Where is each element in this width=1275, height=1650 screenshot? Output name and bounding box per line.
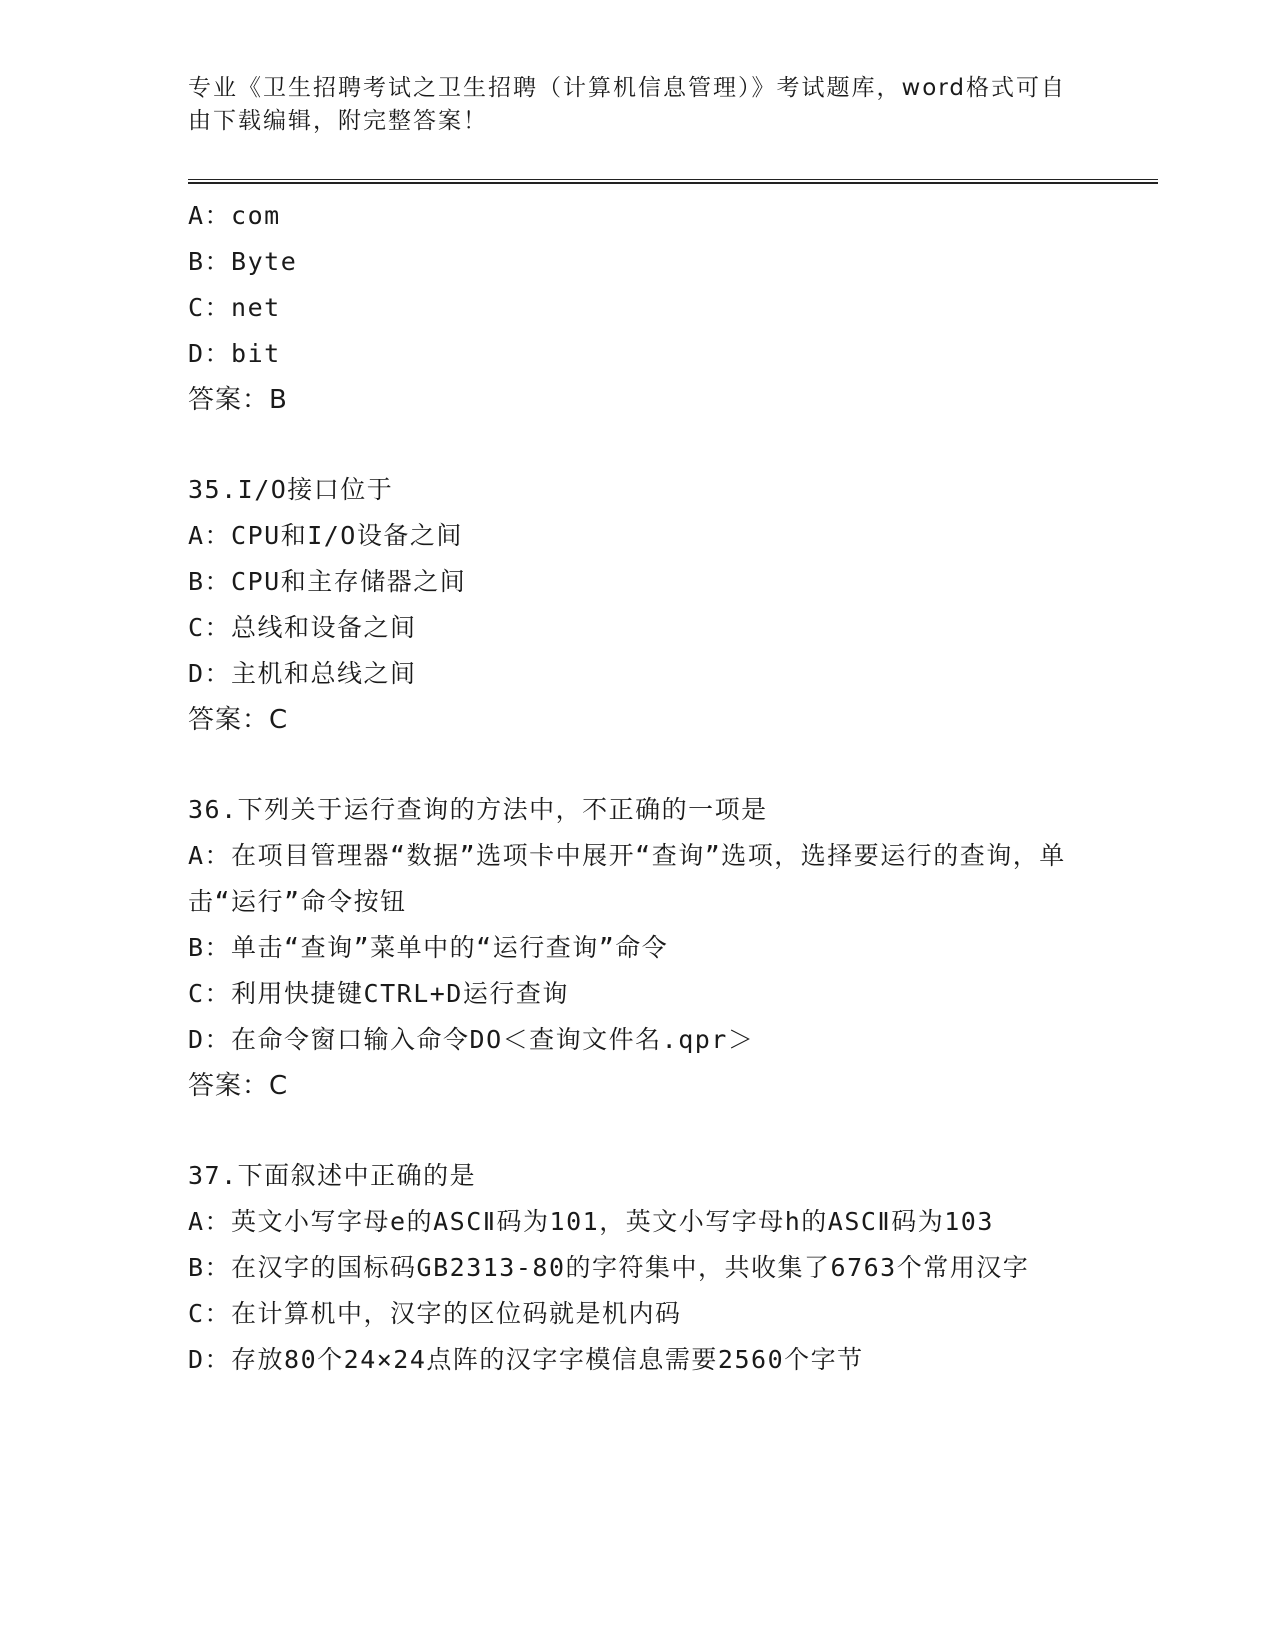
option-c: C：net — [188, 293, 281, 322]
option-a: A：com — [188, 201, 281, 230]
option-a: A：在项目管理器“数据”选项卡中展开“查询”选项，选择要运行的查询，单击“运行”命令按钮 — [188, 841, 1066, 916]
question-block — [188, 467, 1088, 743]
question-stem: 36.下列关于运行查询的方法中，不正确的一项是 — [188, 795, 768, 824]
question-spacer — [188, 1109, 1088, 1153]
document-header: 专业《卫生招聘考试之卫生招聘（计算机信息管理）》考试题库，word格式可自由下载编辑，附完整答案！ — [188, 75, 1067, 134]
question-block — [188, 193, 1088, 423]
option-c: C：在计算机中，汉字的区位码就是机内码 — [188, 1299, 682, 1328]
question-spacer — [188, 743, 1088, 787]
question-spacer — [188, 423, 1088, 467]
option-a: A：CPU和I/O设备之间 — [188, 521, 463, 550]
option-b: B：Byte — [188, 247, 298, 276]
question-block — [188, 787, 1088, 1109]
question-stem: 35.I/O接口位于 — [188, 475, 394, 504]
option-c: C：利用快捷键CTRL+D运行查询 — [188, 979, 569, 1008]
option-b: B：在汉字的国标码GB2313-80的字符集中，共收集了6763个常用汉字 — [188, 1253, 1030, 1282]
option-b: B：CPU和主存储器之间 — [188, 567, 467, 596]
option-c: C：总线和设备之间 — [188, 613, 417, 642]
answer-line: 答案：C — [188, 705, 289, 735]
answer-line: 答案：C — [188, 1071, 289, 1101]
question-stem: 37.下面叙述中正确的是 — [188, 1161, 477, 1190]
answer-line: 答案：B — [188, 385, 288, 415]
header-divider — [188, 179, 1158, 184]
option-d: D：bit — [188, 339, 281, 368]
option-d: D：在命令窗口输入命令DO＜查询文件名.qpr＞ — [188, 1025, 755, 1054]
option-d: D：存放80个24×24点阵的汉字字模信息需要2560个字节 — [188, 1345, 864, 1374]
option-d: D：主机和总线之间 — [188, 659, 417, 688]
question-block — [188, 1153, 1088, 1383]
question-list — [188, 193, 1088, 1383]
option-b: B：单击“查询”菜单中的“运行查询”命令 — [188, 933, 669, 962]
option-a: A：英文小写字母e的ASCⅡ码为101，英文小写字母h的ASCⅡ码为103 — [188, 1207, 994, 1236]
